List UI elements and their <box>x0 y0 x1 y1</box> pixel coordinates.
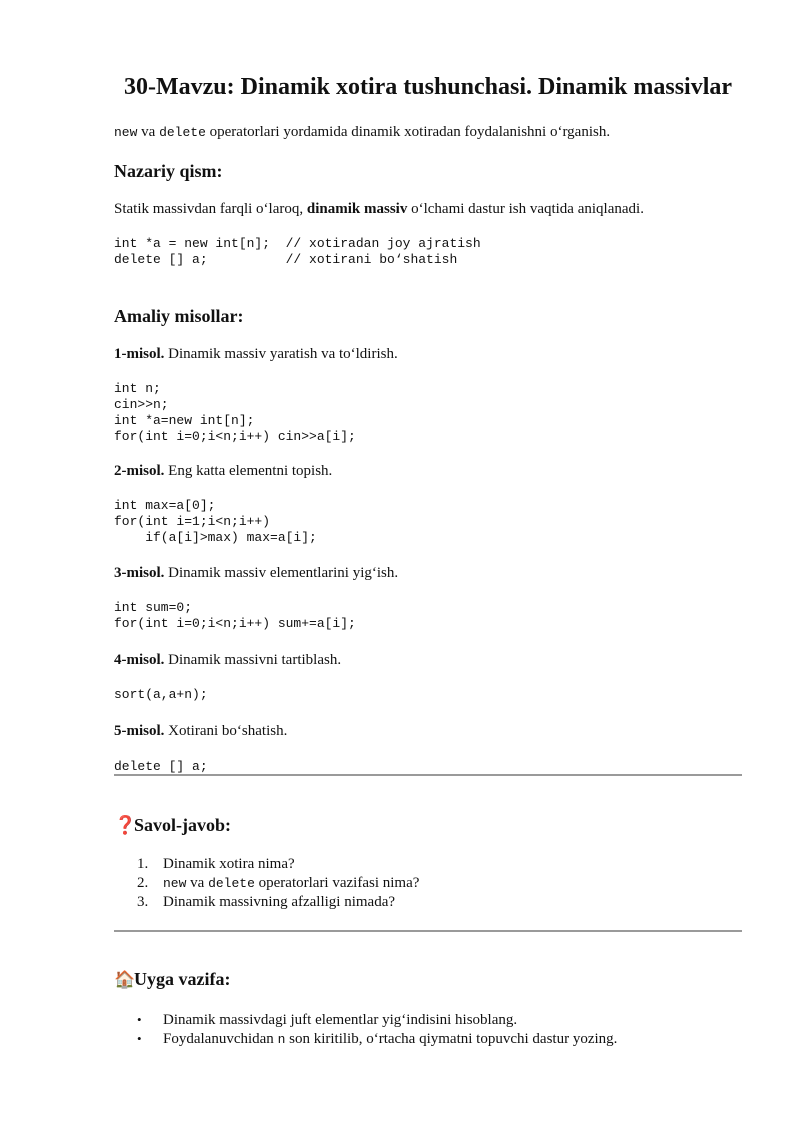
list-number: 2. <box>137 875 149 891</box>
homework-heading-text: Uyga vazifa: <box>134 969 231 989</box>
homework-list-item <box>137 1012 517 1029</box>
example-3-title <box>114 565 398 582</box>
qa-list-item <box>137 856 295 873</box>
intro-text: operatorlari yordamida dinamik xotiradan foydalanishni o‘rganish. <box>205 124 611 140</box>
intro-va: va <box>137 124 160 140</box>
code-n: n <box>277 1032 286 1047</box>
theory-text-bold: dinamik massiv <box>306 201 408 217</box>
intro-paragraph <box>114 124 610 141</box>
example-4-code: sort(a,a+n); <box>114 687 208 702</box>
practice-heading: Amaliy misollar: <box>114 306 244 326</box>
theory-text-after: o‘lchami dastur ish vaqtida aniqlanadi. <box>407 201 644 217</box>
list-item-text-before: Foydalanuvchidan <box>163 1031 278 1047</box>
question-mark-icon: ❓ <box>114 815 137 835</box>
example-3-code: int sum=0; for(int i=0;i<n;i++) sum+=a[i]; <box>114 600 356 631</box>
example-text: Xotirani bo‘shatish. <box>164 723 288 739</box>
qa-list-item <box>137 875 419 892</box>
list-item-text: Dinamik massivdagi juft elementlar yig‘indisini hisoblang. <box>163 1012 518 1028</box>
example-5-title <box>114 723 287 740</box>
theory-paragraph <box>114 201 644 218</box>
list-item-text: Dinamik xotira nima? <box>163 856 295 872</box>
qa-list-item <box>137 894 395 911</box>
bullet: • <box>137 1012 142 1027</box>
code-delete: delete <box>159 125 206 140</box>
example-text: Dinamik massiv yaratish va to‘ldirish. <box>164 346 398 362</box>
example-5-code: delete [] a; <box>114 759 208 774</box>
theory-code-block: int *a = new int[n]; // xotiradan joy ajratish delete [] a; // xotirani bo‘shatish <box>114 236 481 267</box>
list-number: 3. <box>137 894 149 910</box>
example-label: 1-misol. <box>114 346 165 362</box>
theory-heading: Nazariy qism: <box>114 161 223 181</box>
homework-heading <box>114 969 230 990</box>
example-1-code: int n; cin>>n; int *a=new int[n]; for(int i=0;i<n;i++) cin>>a[i]; <box>114 381 356 444</box>
code-new: new <box>114 125 138 140</box>
example-label: 4-misol. <box>114 652 165 668</box>
example-text: Eng katta elementni topish. <box>164 463 333 479</box>
homework-list-item <box>137 1031 617 1048</box>
example-label: 3-misol. <box>114 565 165 581</box>
list-number: 1. <box>137 856 149 872</box>
page-title: 30-Mavzu: Dinamik xotira tushunchasi. Dinamik massivlar <box>123 74 733 100</box>
divider <box>114 774 742 776</box>
divider <box>114 930 742 932</box>
example-label: 5-misol. <box>114 723 165 739</box>
example-1-title <box>114 346 398 363</box>
bullet: • <box>137 1031 142 1046</box>
example-label: 2-misol. <box>114 463 165 479</box>
theory-text-before: Statik massivdan farqli o‘laroq, <box>114 201 307 217</box>
house-icon: 🏠 <box>114 970 136 989</box>
list-item-text-after: son kiritilib, o‘rtacha qiymatni topuvchi dastur yozing. <box>285 1031 618 1047</box>
example-text: Dinamik massiv elementlarini yig‘ish. <box>164 565 399 581</box>
qa-heading-text: Savol-javob: <box>134 815 232 835</box>
example-text: Dinamik massivni tartiblash. <box>164 652 342 668</box>
list-item-text: operatorlari vazifasi nima? <box>254 875 420 891</box>
example-2-title <box>114 463 332 480</box>
example-4-title <box>114 652 341 669</box>
list-item-text: Dinamik massivning afzalligi nimada? <box>163 894 396 910</box>
example-2-code: int max=a[0]; for(int i=1;i<n;i++) if(a[i]>max) max=a[i]; <box>114 498 317 545</box>
qa-heading <box>114 815 231 836</box>
list-item-va: va <box>186 875 209 891</box>
code-new: new <box>163 876 187 891</box>
code-delete: delete <box>208 876 255 891</box>
